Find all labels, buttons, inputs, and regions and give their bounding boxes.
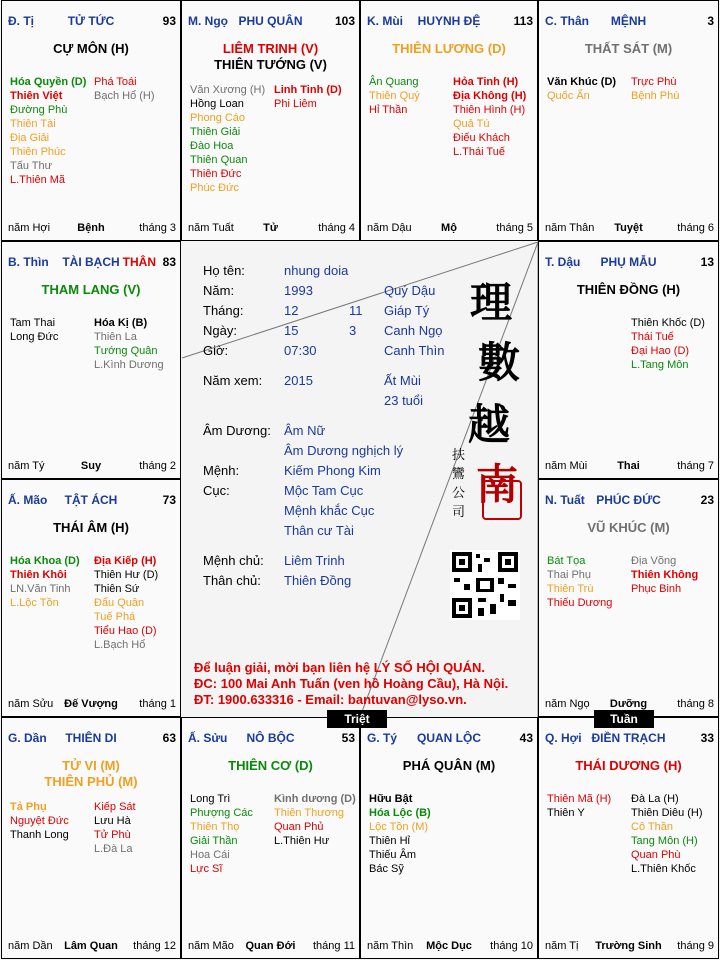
minor-star: Tả Phụ	[10, 801, 47, 813]
day-label: Ngày:	[203, 323, 237, 338]
palace-footer	[539, 220, 718, 240]
minor-star: LN.Văn Tinh	[10, 583, 71, 595]
palace-number: 103	[334, 14, 355, 28]
minor-star: Lực Sĩ	[190, 863, 223, 875]
than-chu-label: Thân chủ:	[203, 573, 261, 588]
year-value: 1993	[284, 283, 313, 298]
minor-star: L.Lộc Tồn	[10, 597, 59, 609]
name-value: nhung doia	[284, 263, 349, 278]
palace-name: THIÊN DI	[65, 731, 117, 745]
palace-cell-ngo[interactable]	[181, 0, 360, 241]
palace-number: 43	[519, 731, 533, 745]
palace-header	[539, 242, 718, 270]
minor-star: Lộc Tồn (M)	[369, 821, 429, 833]
palace-name: PHỤ MẪU	[600, 255, 657, 269]
palace-stage: Mộc Dục	[426, 940, 472, 952]
minor-star: Kình dương (D)	[274, 793, 356, 805]
palace-cell-tuat[interactable]	[538, 479, 719, 717]
palace-header	[2, 242, 180, 270]
palace-month: tháng 5	[496, 222, 533, 234]
palace-stage: Mộ	[441, 222, 457, 234]
minor-star: Thiên Không	[631, 569, 699, 581]
palace-position: M. Ngọ	[188, 14, 228, 28]
minor-star: Tử Phù	[94, 829, 131, 841]
minor-star: Thiên Tài	[10, 118, 56, 130]
minor-star: L.Kình Dương	[94, 359, 164, 371]
palace-cell-dau[interactable]	[538, 241, 719, 479]
palace-year: năm Tuất	[188, 222, 234, 234]
cuc-value: Mộc Tam Cục	[284, 483, 364, 498]
palace-position: G. Tý	[367, 731, 398, 745]
palace-stage: Suy	[80, 460, 102, 472]
minor-stars-right	[94, 75, 155, 103]
minor-star: Hỉ Thần	[369, 104, 408, 116]
palace-header	[539, 480, 718, 508]
palace-year: năm Thìn	[367, 940, 414, 952]
minor-star: Điếu Khách	[453, 132, 510, 144]
minor-star: Hoa Cái	[190, 849, 230, 861]
palace-cell-dan[interactable]	[1, 717, 181, 959]
minor-star: Thái Tuế	[631, 331, 674, 343]
minor-star: Địa Giải	[10, 132, 50, 144]
minor-star: Phá Toái	[94, 76, 137, 88]
palace-cell-than[interactable]	[538, 0, 719, 241]
minor-star: Long Trì	[190, 793, 231, 805]
main-star: LIÊM TRINH (V)	[222, 41, 319, 56]
palace-footer	[361, 220, 537, 240]
palace-number: 3	[707, 14, 714, 28]
minor-stars-left	[547, 75, 616, 103]
than-chu-value: Thiên Đồng	[284, 573, 352, 588]
minor-star: L.Thái Tuế	[453, 146, 505, 158]
amduong-value: Âm Nữ	[284, 423, 326, 438]
than-badge: THÂN	[122, 255, 156, 269]
palace-month: tháng 2	[139, 460, 176, 472]
palace-year: năm Ngọ	[545, 698, 590, 710]
minor-star: Thai Phụ	[547, 569, 592, 581]
hour-label: Giờ:	[203, 343, 229, 358]
view-year-label: Năm xem:	[203, 373, 263, 388]
minor-stars-right	[94, 800, 136, 856]
minor-star: Thiên Phúc	[10, 146, 66, 158]
minor-star: Tang Môn (H)	[631, 835, 698, 847]
main-stars	[2, 758, 180, 790]
minor-star: Hóa Lộc (B)	[369, 807, 431, 819]
minor-star: Đà La (H)	[631, 793, 679, 805]
main-stars	[2, 520, 180, 536]
palace-stage: Đế Vượng	[64, 698, 118, 710]
palace-number: 73	[162, 493, 176, 507]
minor-star: Thiếu Dương	[547, 597, 613, 609]
main-star: CỰ MÔN (H)	[53, 41, 129, 56]
palace-month: tháng 1	[139, 698, 176, 710]
minor-star: Thiên Khốc (D)	[631, 317, 705, 329]
minor-star: Thanh Long	[10, 829, 69, 841]
palace-position: Q. Hợi	[545, 731, 582, 745]
minor-star: Thiên Quý	[369, 90, 420, 102]
minor-star: Hóa Quyền (D)	[10, 76, 87, 88]
palace-year: năm Dậu	[367, 222, 412, 234]
palace-name: MỆNH	[610, 14, 647, 28]
palace-number: 93	[162, 14, 176, 28]
palace-position: Ấ. Sửu	[188, 731, 228, 745]
main-star: THẤT SÁT (M)	[584, 41, 673, 56]
minor-stars-left	[10, 800, 69, 842]
palace-footer	[539, 938, 718, 958]
calligraphy-char-1: 理	[470, 278, 513, 327]
palace-position: T. Dậu	[545, 255, 581, 269]
palace-position: N. Tuất	[545, 493, 585, 507]
minor-star: Địa Võng	[631, 555, 677, 567]
palace-number: 83	[162, 255, 176, 269]
palace-cell-ty[interactable]	[360, 717, 538, 959]
main-stars	[539, 758, 718, 774]
minor-star: Cô Thần	[631, 821, 673, 833]
month-can: Giáp Tý	[384, 303, 430, 318]
minor-stars-right	[94, 554, 158, 652]
minor-star: Quốc Ấn	[547, 90, 590, 102]
minor-stars-right	[274, 83, 342, 111]
minor-star: Thiên Đức	[190, 168, 242, 180]
minor-star: Thiên Thương	[274, 807, 345, 819]
palace-footer	[2, 938, 180, 958]
minor-stars-left	[190, 792, 253, 876]
amduong-label: Âm Dương:	[203, 423, 271, 438]
minor-stars-left	[10, 316, 58, 344]
minor-star: Phi Liêm	[274, 98, 317, 110]
month-label: Tháng:	[203, 303, 244, 318]
palace-year: năm Tý	[8, 460, 45, 472]
minor-star: Quan Phủ	[274, 821, 324, 833]
minor-star: Giải Thần	[190, 835, 238, 847]
palace-header	[539, 1, 718, 29]
contact-line-1: Để luận giải, mời bạn liên hệ LÝ SỐ HỘI QUÁN.	[194, 660, 485, 675]
palace-header	[2, 480, 180, 508]
palace-number: 113	[513, 14, 533, 28]
triet-marker: Triệt	[327, 710, 387, 728]
main-star: THÁI DƯƠNG (H)	[575, 758, 682, 773]
palace-month: tháng 6	[677, 222, 714, 234]
palace-month: tháng 12	[133, 940, 176, 952]
minor-star: Thiên Trù	[547, 583, 594, 595]
minor-star: Thiên Quan	[190, 154, 248, 166]
palace-stage: Bệnh	[77, 222, 105, 234]
main-stars	[361, 758, 537, 774]
palace-number: 23	[700, 493, 714, 507]
minor-star: Hóa Kị (B)	[94, 317, 148, 329]
minor-star: Thiên Sứ	[94, 583, 140, 595]
main-stars	[539, 520, 718, 536]
palace-name: PHU QUÂN	[238, 14, 303, 28]
main-stars	[182, 758, 359, 774]
calligraphy-char-2: 數	[478, 338, 521, 387]
palace-stage: Quan Đới	[245, 940, 296, 952]
menh-value: Kiếm Phong Kim	[284, 463, 381, 478]
minor-star: Thiên Giải	[190, 126, 241, 138]
amduong-note: Âm Dương nghịch lý	[284, 443, 404, 458]
minor-star: Thiên Việt	[10, 90, 63, 102]
minor-stars-right	[274, 792, 356, 848]
palace-header	[2, 718, 180, 746]
palace-month: tháng 7	[677, 460, 714, 472]
minor-star: Tiểu Hao (D)	[94, 625, 157, 637]
palace-name: NÔ BỘC	[246, 731, 295, 745]
palace-number: 33	[700, 731, 714, 745]
main-stars	[182, 41, 359, 73]
palace-cell-ti[interactable]	[1, 0, 181, 241]
month-value-a: 12	[284, 303, 299, 318]
minor-star: Thiên Hư (D)	[94, 569, 159, 581]
palace-position: B. Thìn	[8, 255, 49, 269]
minor-star: Hóa Khoa (D)	[10, 555, 80, 567]
cuc-relation: Mệnh khắc Cục	[284, 503, 375, 518]
palace-name: TẬT ÁCH	[64, 493, 118, 507]
palace-stage: Tử	[263, 222, 278, 234]
minor-star: Địa Kiếp (H)	[94, 555, 157, 567]
name-label: Họ tên:	[203, 263, 245, 278]
minor-star: Phượng Các	[190, 807, 253, 819]
minor-stars-left	[369, 75, 420, 117]
minor-star: Thiên La	[94, 331, 137, 343]
main-stars	[539, 282, 718, 298]
minor-stars-right	[631, 75, 679, 103]
palace-month: tháng 4	[318, 222, 355, 234]
minor-star: Thiên Diêu (H)	[631, 807, 703, 819]
palace-stage: Dưỡng	[609, 698, 648, 710]
day-value-b: 3	[349, 323, 357, 338]
menh-label: Mệnh:	[203, 463, 240, 478]
minor-star: Long Đức	[10, 331, 59, 343]
minor-star: Tướng Quân	[94, 345, 158, 357]
red-seal	[482, 480, 522, 520]
minor-star: Kiếp Sát	[94, 801, 136, 813]
minor-star: Văn Xương (H)	[190, 84, 266, 96]
minor-star: Địa Không (H)	[453, 90, 527, 102]
minor-star: Bạch Hổ (H)	[94, 90, 155, 102]
company-seal-text: 扶 鸞 公 司	[452, 448, 466, 520]
palace-stage: Tuyệt	[614, 222, 643, 234]
main-star: THIÊN ĐỒNG (H)	[576, 282, 681, 297]
minor-star: Bát Tọa	[547, 555, 586, 567]
palace-cell-thin[interactable]	[1, 241, 181, 479]
minor-star: Đẩu Quân	[94, 597, 145, 609]
minor-star: Bệnh Phù	[631, 90, 680, 102]
minor-star: Văn Khúc (D)	[547, 76, 617, 88]
palace-cell-mui[interactable]	[360, 0, 538, 241]
minor-star: Trực Phù	[631, 76, 677, 88]
minor-stars-right	[94, 316, 164, 372]
day-can: Canh Ngọ	[384, 323, 443, 338]
minor-stars-left	[547, 554, 612, 610]
minor-star: Tuế Phá	[94, 611, 136, 623]
minor-stars-right	[453, 75, 526, 159]
minor-star: Thiên Khôi	[10, 569, 67, 581]
minor-star: L.Thiên Khốc	[631, 863, 696, 875]
palace-name: TỬ TỨC	[67, 14, 115, 28]
qr-code-icon[interactable]	[450, 550, 520, 620]
view-year-value: 2015	[284, 373, 313, 388]
minor-star: Hồng Loan	[190, 98, 244, 110]
menh-chu-label: Mệnh chủ:	[203, 553, 264, 568]
than-cu: Thân cư Tài	[284, 523, 354, 538]
palace-month: tháng 8	[677, 698, 714, 710]
palace-year: năm Mão	[188, 940, 234, 952]
palace-header	[2, 1, 180, 29]
palace-footer	[182, 938, 359, 958]
year-can: Quý Dậu	[384, 283, 436, 298]
minor-star: Thiên Hỉ	[369, 835, 410, 847]
palace-footer	[2, 458, 180, 478]
palace-stage: Lâm Quan	[64, 940, 118, 952]
minor-star: L.Thiên Mã	[10, 174, 66, 186]
main-star: THÁI ÂM (H)	[53, 520, 129, 535]
minor-star: L.Tang Môn	[631, 359, 689, 371]
palace-year: năm Sửu	[8, 698, 54, 710]
palace-footer	[2, 696, 180, 716]
main-star: PHÁ QUÂN (M)	[402, 758, 496, 773]
minor-stars-left	[10, 75, 86, 187]
calligraphy-char-4: 南	[476, 460, 519, 509]
palace-header	[361, 1, 537, 29]
main-stars	[2, 41, 180, 57]
minor-star: Thiên Thọ	[190, 821, 240, 833]
minor-star: Nguyệt Đức	[10, 815, 69, 827]
main-star: VŨ KHÚC (M)	[587, 520, 670, 535]
minor-stars-right	[631, 316, 705, 372]
palace-year: năm Tị	[545, 940, 579, 952]
minor-star: L.Đà La	[94, 843, 133, 855]
palace-name: QUAN LỘC	[417, 731, 481, 745]
main-star: THIÊN PHỦ (M)	[44, 774, 138, 789]
palace-position: Đ. Tị	[8, 14, 34, 28]
minor-star: Thiên Hình (H)	[453, 104, 526, 116]
minor-star: Quả Tú	[453, 118, 490, 130]
minor-star: Đào Hoa	[190, 140, 234, 152]
palace-year: năm Mùi	[545, 460, 588, 472]
minor-star: Lưu Hà	[94, 815, 131, 827]
contact-address: ĐC: 100 Mai Anh Tuấn (ven hồ Hoàng Cầu), Hà Nội.	[194, 676, 509, 691]
palace-name: PHÚC ĐỨC	[596, 493, 661, 507]
palace-number: 53	[341, 731, 355, 745]
main-star: TỬ VI (M)	[62, 758, 120, 773]
minor-star: Phục Binh	[631, 583, 682, 595]
minor-star: L.Bạch Hổ	[94, 639, 146, 651]
tuan-marker: Tuần	[594, 710, 654, 728]
menh-chu-value: Liêm Trinh	[284, 553, 345, 568]
month-value-b: 11	[349, 303, 363, 318]
main-stars	[361, 41, 537, 57]
palace-stage: Trường Sinh	[595, 940, 662, 952]
minor-stars-right	[631, 554, 698, 596]
minor-stars-left	[369, 792, 431, 876]
palace-position: C. Thân	[545, 14, 589, 28]
minor-star: Linh Tinh (D)	[274, 84, 342, 96]
palace-year: năm Thân	[545, 222, 595, 234]
palace-position: G. Dần	[8, 731, 47, 745]
contact-phone-email[interactable]: ĐT: 1900.633316 - Email: bantuvan@lyso.vn.	[194, 692, 467, 707]
minor-star: Phong Cáo	[190, 112, 246, 124]
minor-star: Thiếu Âm	[369, 849, 417, 861]
minor-star: Bác Sỹ	[369, 863, 404, 875]
palace-position: K. Mùi	[367, 14, 403, 28]
palace-month: tháng 11	[312, 940, 355, 952]
minor-star: Hữu Bật	[369, 793, 413, 805]
main-star: THIÊN LƯƠNG (D)	[392, 41, 506, 56]
main-stars	[2, 282, 180, 298]
palace-name: TÀI BẠCH	[62, 255, 120, 269]
day-value-a: 15	[284, 323, 299, 338]
palace-cell-hoi[interactable]	[538, 717, 719, 959]
palace-month: tháng 10	[490, 940, 533, 952]
palace-year: năm Hợi	[8, 222, 51, 234]
palace-cell-suu[interactable]	[181, 717, 360, 959]
year-label: Năm:	[203, 283, 235, 298]
minor-star: Tấu Thư	[10, 160, 53, 172]
main-star: THIÊN TƯỚNG (V)	[214, 57, 327, 72]
palace-name: HUYNH ĐỆ	[417, 14, 481, 28]
palace-footer	[2, 220, 180, 240]
palace-footer	[539, 458, 718, 478]
palace-footer	[182, 220, 359, 240]
palace-number: 13	[700, 255, 714, 269]
minor-star: Ân Quang	[369, 76, 419, 88]
minor-star: Thiên Mã (H)	[547, 793, 612, 805]
calligraphy-char-3: 越	[468, 400, 511, 449]
palace-month: tháng 9	[677, 940, 714, 952]
palace-stage: Thai	[617, 460, 640, 472]
hour-value: 07:30	[284, 343, 317, 358]
palace-header	[361, 718, 537, 746]
palace-year: năm Dần	[8, 940, 53, 952]
age-value: 23 tuổi	[384, 393, 424, 408]
palace-name: ĐIỀN TRẠCH	[591, 731, 666, 745]
main-stars	[539, 41, 718, 57]
palace-number: 63	[162, 731, 176, 745]
minor-star: Đường Phù	[10, 104, 68, 116]
minor-stars-left	[10, 554, 80, 610]
main-star: THIÊN CƠ (D)	[228, 758, 313, 773]
hour-can: Canh Thìn	[384, 343, 445, 358]
minor-stars-left	[547, 792, 611, 820]
palace-month: tháng 3	[139, 222, 176, 234]
palace-header	[182, 1, 359, 29]
minor-star: Thiên Y	[547, 807, 585, 819]
palace-cell-mao[interactable]	[1, 479, 181, 717]
minor-star: Phúc Đức	[190, 182, 239, 194]
minor-stars-left	[190, 83, 265, 195]
palace-position: Ấ. Mão	[8, 493, 48, 507]
minor-star: Quan Phù	[631, 849, 681, 861]
minor-star: Đại Hao (D)	[631, 345, 690, 357]
minor-star: Tam Thai	[10, 317, 56, 329]
palace-footer	[361, 938, 537, 958]
main-star: THAM LANG (V)	[41, 282, 141, 297]
view-year-can: Ất Mùi	[384, 373, 421, 388]
minor-star: Hỏa Tinh (H)	[453, 76, 519, 88]
minor-star: L.Thiên Hư	[274, 835, 330, 847]
cuc-label: Cục:	[203, 483, 230, 498]
minor-stars-right	[631, 792, 703, 876]
